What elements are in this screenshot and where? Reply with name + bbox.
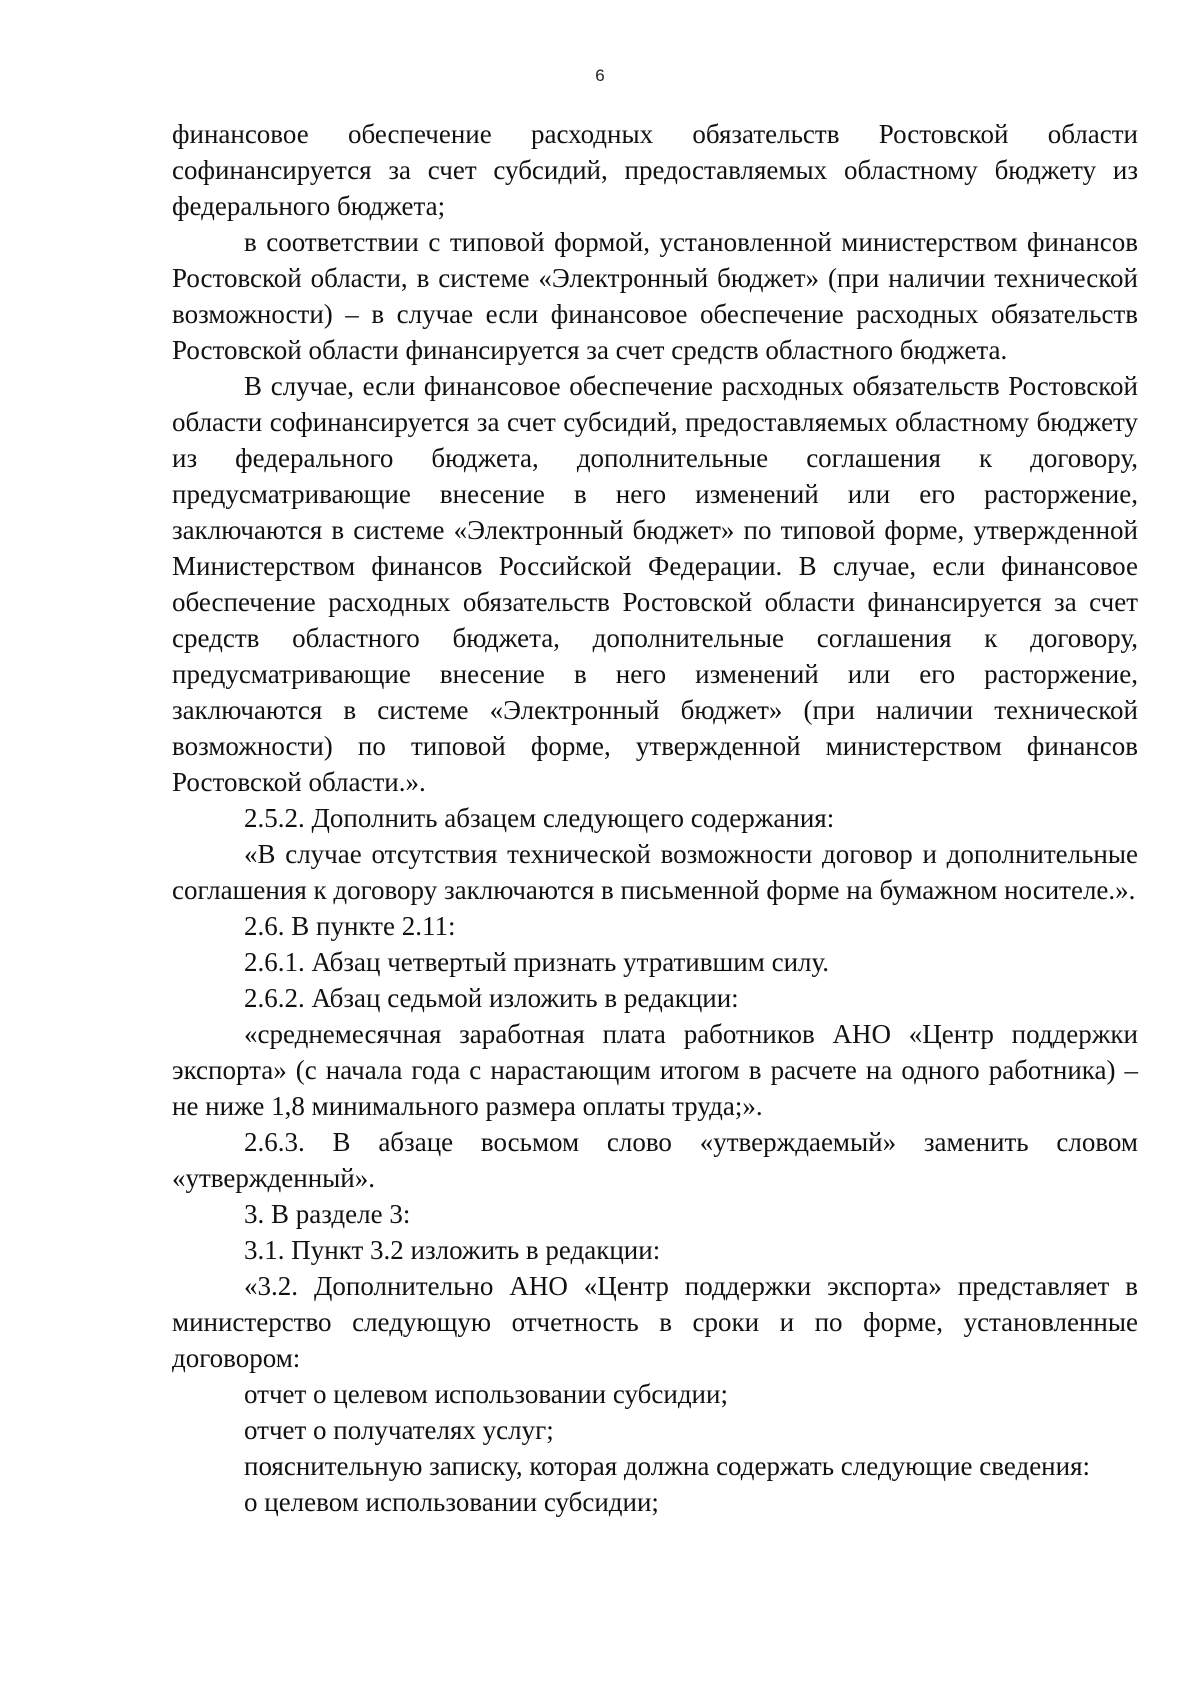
paragraph: финансовое обеспечение расходных обязательств Ростовской области софинансируется за счет субсидий, предоставляемых областному бюджету из федерального бюджета; <box>172 119 1138 221</box>
paragraph: В случае, если финансовое обеспечение расходных обязательств Ростовской области софинансируется за счет субсидий, предоставляемых областному бюджету из федерального бюджета, дополнительные соглашения к договору, предусматривающие внесение в него изменений или его расторжение, заключаются в системе «Электронный бюджет» по типовой форме, утвержденной Министерством финансов Российской Федерации. В случае, если финансовое обеспечение расходных обязательств Ростовской области финансируется за счет средств областного бюджета, дополнительные соглашения к договору, предусматривающие внесение в него изменений или его расторжение, заключаются в системе «Электронный бюджет» (при наличии технической возможности) по типовой форме, утвержденной министерством финансов Ростовской области.». <box>172 371 1138 797</box>
paragraph: 2.5.2. Дополнить абзацем следующего содержания: <box>244 803 835 833</box>
document-body <box>172 116 1138 1520</box>
paragraph: 2.6. В пункте 2.11: <box>244 911 456 941</box>
paragraph: о целевом использовании субсидии; <box>244 1487 659 1517</box>
paragraph: отчет о целевом использовании субсидии; <box>244 1379 728 1409</box>
paragraph: 2.6.2. Абзац седьмой изложить в редакции: <box>244 983 739 1013</box>
paragraph: 2.6.3. В абзаце восьмом слово «утверждаемый» заменить словом «утвержденный». <box>172 1127 1138 1193</box>
paragraph: 3.1. Пункт 3.2 изложить в редакции: <box>244 1235 661 1265</box>
paragraph: 2.6.1. Абзац четвертый признать утратившим силу. <box>244 947 830 977</box>
paragraph: «В случае отсутствия технической возможности договор и дополнительные соглашения к договору заключаются в письменной форме на бумажном носителе.». <box>172 839 1138 905</box>
page-number: 6 <box>595 66 605 85</box>
paragraph: отчет о получателях услуг; <box>244 1415 554 1445</box>
paragraph: пояснительную записку, которая должна содержать следующие сведения: <box>244 1451 1091 1481</box>
paragraph: 3. В разделе 3: <box>244 1199 411 1229</box>
paragraph: «среднемесячная заработная плата работников АНО «Центр поддержки экспорта» (с начала года с нарастающим итогом в расчете на одного работника) – не ниже 1,8 минимального размера оплаты труда;». <box>172 1019 1138 1121</box>
paragraph: в соответствии с типовой формой, установленной министерством финансов Ростовской области, в системе «Электронный бюджет» (при наличии технической возможности) – в случае если финансовое обеспечение расходных обязательств Ростовской области финансируется за счет средств областного бюджета. <box>172 227 1138 365</box>
paragraph: «3.2. Дополнительно АНО «Центр поддержки экспорта» представляет в министерство следующую отчетность в сроки и по форме, установленные договором: <box>172 1271 1138 1373</box>
